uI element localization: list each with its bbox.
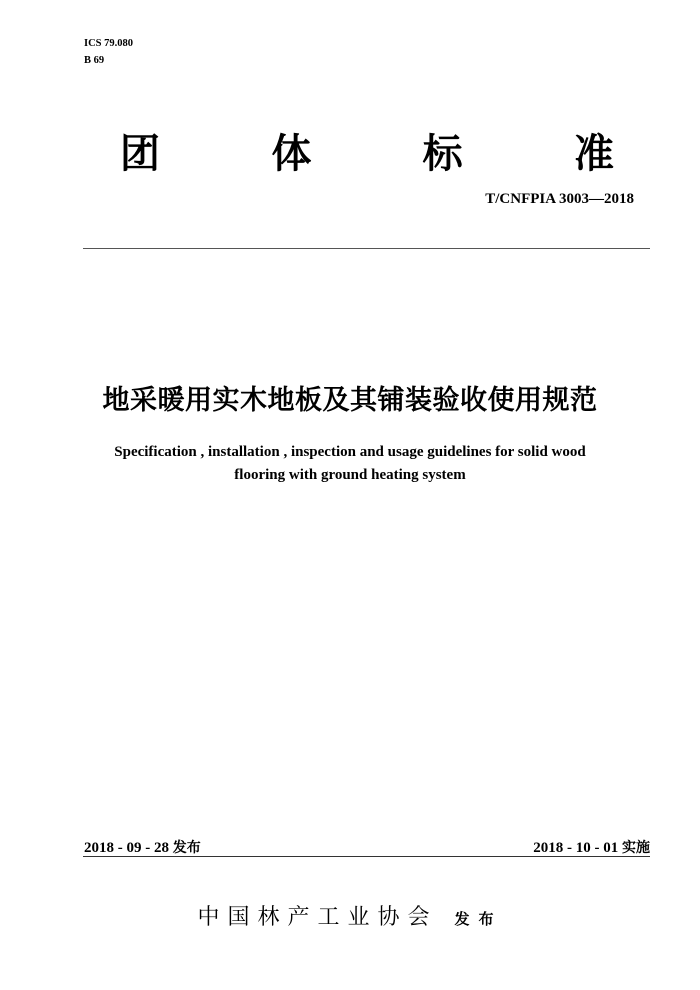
header-divider [83,248,650,249]
publisher [0,900,700,931]
publisher-name: 中国林产工业协会 [197,905,438,930]
effective-date [533,837,650,857]
publisher-suffix: 发布 [454,910,503,928]
effective-date-value: 2018 - 10 - 01 [533,840,619,856]
standard-type-char: 体 [271,131,312,177]
ccs-code: B 69 [84,55,105,66]
issue-date [84,837,201,857]
standard-type-char: 团 [120,131,160,177]
issue-date-value: 2018 - 09 - 28 [84,840,169,856]
standard-type-heading [84,128,650,180]
standard-type-char: 标 [422,131,463,177]
issue-date-label: 发布 [172,840,201,856]
standard-type-char: 准 [573,131,614,177]
title-english-line-2: flooring with ground heating system [234,467,466,483]
ics-code: ICS 79.080 [84,38,134,49]
title-english [60,441,640,487]
effective-date-label: 实施 [622,840,650,856]
footer-divider [83,856,650,857]
standard-number: T/CNFPIA 3003—2018 [485,191,634,207]
title-english-line-1: Specification , installation , inspection and usage guidelines for solid wood [114,444,586,460]
title-chinese: 地采暖用实木地板及其铺装验收使用规范 [102,385,598,416]
